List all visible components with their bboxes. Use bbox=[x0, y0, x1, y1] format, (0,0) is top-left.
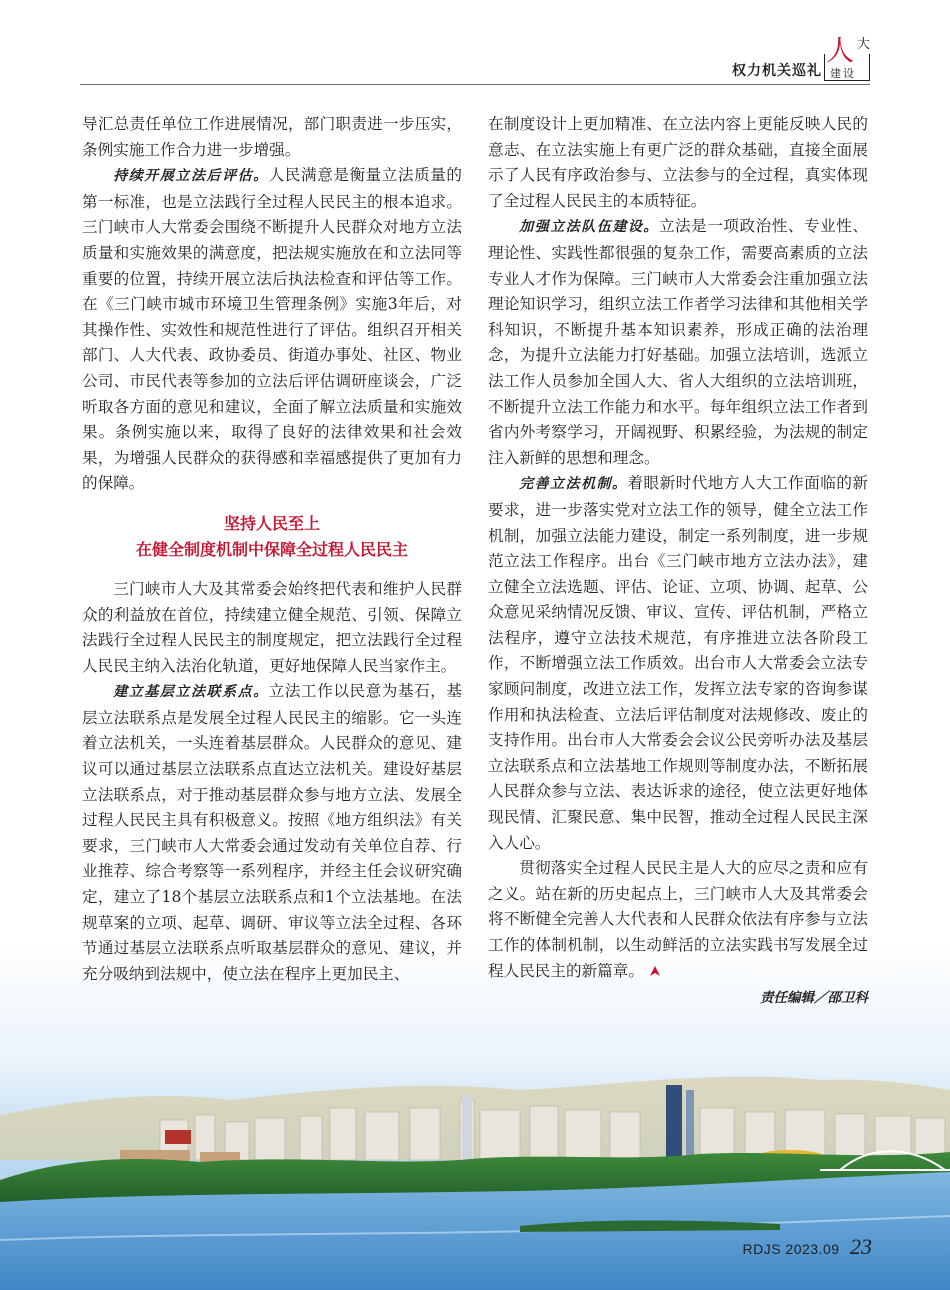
left-paragraph-2-body: 人民满意是衡量立法质量的第一标准，也是立法践行全过程人民民主的根本追求。三门峡市人大常委会围绕不断提升人民群众对地方立法质量和实施效果的满意度，把法规实施放在和立法同等重要的位置，持续开展立法后执法检查和评估等工作。在《三门峡市城市环境卫生管理条例》实施3年后，对其操作性、实效性和规范性进行了评估。组织召开相关部门、人大代表、政协委员、街道办事处、社区、物业公司、市民代表等参加的立法后评估调研座谈会，广泛听取各方面的意见和建议，全面了解立法质量和实施效果。条例实施以来，取得了良好的法律效果和社会效果，为增强人民群众的获得感和幸福感提供了更加有力的保障。 bbox=[82, 166, 462, 493]
lead-post-legislation-evaluation: 持续开展立法后评估。 bbox=[113, 168, 269, 185]
left-column bbox=[82, 112, 462, 987]
page-number: 23 bbox=[850, 1234, 872, 1259]
left-paragraph-2 bbox=[82, 163, 462, 497]
page-header bbox=[0, 0, 950, 100]
left-paragraph-3: 三门峡市人大及其常委会始终把代表和维护人民群众的利益放在首位，持续建立健全规范、引领、保障立法践行全过程人民民主的制度规定，把立法践行全过程人民民主纳入法治化轨道，更好地保障人民当家作主。 bbox=[82, 579, 462, 675]
left-paragraph-4-body: 立法工作以民意为基石，基层立法联系点是发展全过程人民民主的缩影。它一头连着立法机关，一头连着基层群众。人民群众的意见、建议可以通过基层立法联系点直达立法机关。建设好基层立法联系点，对于推动基层群众参与地方立法、发展全过程人民民主具有积极意义。按照《地方组织法》有关要求，三门峡市人大常委会通过发动有关单位自荐、行业推荐、综合考察等一系列程序，并经主任会议研究确定，建立了18个基层立法联系点和1个立法基地。在法规草案的立项、起草、调研、审议等立法全过程、各环节通过基层立法联系点听取基层群众的意见、建议，并充分吸纳到法规中，使立法在程序上更加民主、 bbox=[82, 682, 462, 983]
right-column bbox=[488, 112, 868, 1012]
left-paragraph-1: 导汇总责任单位工作进展情况，部门职责进一步压实，条例实施工作合力进一步增强。 bbox=[82, 115, 462, 159]
right-paragraph-3-body: 着眼新时代地方人大工作面临的新要求，进一步落实党对立法工作的领导，健全立法工作机制，加强立法能力建设，制定一系列制度，进一步规范立法工作程序。出台《三门峡市地方立法办法》，建立健全立法选题、评估、论证、立项、协调、起草、公众意见采纳情况反馈、审议、宣传、评估机制，严格立法程序，遵守立法技术规范，有序推进立法各阶段工作，不断增强立法工作质效。出台市人大常委会立法专家顾问制度，改进立法工作，发挥立法专家的咨询参谋作用和执法检查、立法后评估制度对法规修改、废止的支持作用。出台市人大常委会会议公民旁听办法及基层立法联系点和立法基地工作规则等制度办法，不断拓展人民群众参与立法、表达诉求的途径，使立法更好地体现民情、汇聚民意、集中民智，推动全过程人民民主深入人心。 bbox=[488, 474, 868, 852]
right-paragraph-3 bbox=[488, 471, 868, 856]
logo-small-char: 大 bbox=[856, 37, 870, 52]
logo-bottom-text: 建设 bbox=[830, 67, 856, 80]
column-name: 权力机关巡礼 bbox=[732, 63, 822, 79]
lead-grassroots-contact-points: 建立基层立法联系点。 bbox=[113, 684, 269, 701]
header-rule bbox=[80, 84, 870, 85]
magazine-logo bbox=[824, 36, 870, 82]
section-title-line-1: 坚持人民至上 bbox=[223, 513, 320, 533]
logo-big-char: 人 bbox=[826, 34, 855, 67]
lead-legislative-team: 加强立法队伍建设。 bbox=[519, 219, 659, 236]
end-mark-icon bbox=[648, 964, 662, 978]
right-paragraph-2 bbox=[488, 214, 868, 471]
right-paragraph-1: 在制度设计上更加精准、在立法内容上更能反映人民的意志、在立法实施上有更广泛的群众基础，直接全面展示了人民有序政治参与、立法参与的全过程，真实体现了全过程人民民主的本质特征。 bbox=[488, 115, 868, 210]
journal-issue: RDJS 2023.09 bbox=[742, 1241, 840, 1257]
section-title bbox=[82, 511, 462, 563]
right-paragraph-2-body: 立法是一项政治性、专业性、理论性、实践性都很强的复杂工作，需要高素质的立法专业人才作为保障。三门峡市人大常委会注重加强立法理论知识学习，组织立法工作者学习法律和其他相关学科知识，不断提升基本知识素养，形成正确的法治理念，为提升立法能力打好基础。加强立法培训，选派立法工作人员参加全国人大、省人大组织的立法培训班，不断提升立法工作能力和水平。每年组织立法工作者到省内外考察学习，开阔视野、积累经验，为法规的制定注入新鲜的思想和理念。 bbox=[488, 217, 868, 467]
section-title-line-2: 在健全制度机制中保障全过程人民民主 bbox=[135, 539, 408, 559]
responsible-editor: 责任编辑／邵卫科 bbox=[760, 990, 868, 1007]
left-paragraph-4 bbox=[82, 679, 462, 987]
right-paragraph-4 bbox=[488, 856, 868, 984]
page-folio bbox=[742, 1234, 872, 1260]
right-paragraph-4-text: 贯彻落实全过程人民民主是人大的应尽之责和应有之义。站在新的历史起点上，三门峡市人大及其常委会将不断健全完善人大代表和人民群众依法有序参与立法工作的体制机制，以生动鲜活的立法实践书写发展全过程人民民主的新篇章。 bbox=[488, 859, 868, 980]
lead-legislative-mechanism: 完善立法机制。 bbox=[519, 476, 628, 493]
